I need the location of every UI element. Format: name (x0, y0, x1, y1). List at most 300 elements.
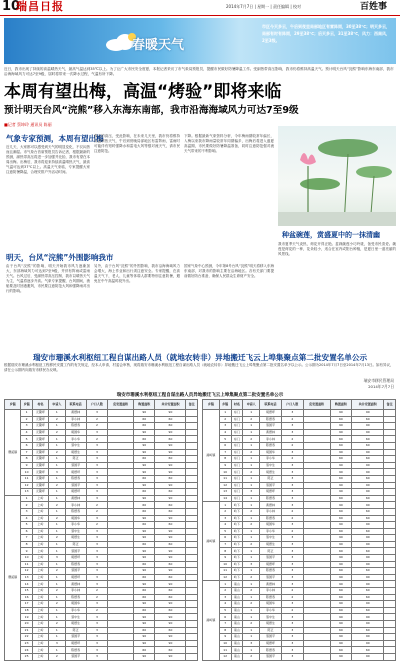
table-row (5, 541, 198, 548)
table-header-cell: 乡镇 (203, 400, 220, 410)
table-cell (108, 522, 134, 529)
table-cell: 90 (330, 429, 352, 436)
table-cell (108, 410, 134, 417)
table-cell (384, 541, 396, 548)
table-cell: 岭下 (231, 561, 243, 568)
table-cell: 东门 (231, 429, 243, 436)
table-cell (303, 416, 330, 423)
table-cell: 1 (49, 423, 65, 430)
table-cell: 3 (281, 621, 303, 628)
table-cell: 90 (134, 535, 155, 542)
table-cell: 60 (155, 436, 186, 443)
table-cell: 90 (155, 614, 186, 621)
table-row (5, 561, 198, 568)
table-cell: 60 (330, 528, 352, 535)
table-cell: 1 (243, 594, 260, 601)
table-cell: 60 (155, 475, 186, 482)
table-cell: 上岭 (32, 588, 48, 595)
table-cell: 90 (134, 634, 155, 641)
table-cell: 2 (49, 653, 65, 660)
table-cell: 东门 (231, 423, 243, 430)
table-cell: 6 (219, 614, 231, 621)
table-cell: 6 (21, 442, 32, 449)
table-cell: 3 (281, 502, 303, 509)
table-cell: 蔡国平 (260, 482, 282, 489)
table-cell (186, 495, 198, 502)
table-cell: 李小华 (65, 436, 86, 443)
table-cell: 90 (330, 561, 352, 568)
table-row (203, 607, 396, 614)
table-row (203, 469, 396, 476)
table-cell: 8 (21, 456, 32, 463)
table-cell: 2 (219, 508, 231, 515)
weather-forecast: 市区今天多云，午后到夜里局部地区有雷阵雨，30至38℃；明天多云，局部有时有阵雨，29至38℃；后天多云，31至38℃，风力：西南风，2至3级。 (262, 24, 390, 43)
table-cell (384, 522, 396, 529)
table-cell: 60 (155, 541, 186, 548)
table-cell: 1 (49, 456, 65, 463)
table-cell: 陈正 (260, 627, 282, 634)
table-row (5, 429, 198, 436)
table-row (203, 462, 396, 469)
table-cell: 元鳌坪 (32, 436, 48, 443)
table-cell: 岭下 (231, 528, 243, 535)
table-cell: 3 (86, 555, 107, 562)
table-cell: 10 (219, 640, 231, 647)
table-cell (186, 561, 198, 568)
article-column: 近几天，大家都可以感受到天气的明显变化，不仅闷热而且潮湿。市气象台首席预报员告诉记者，根据最新的预测，副热带高压将进一步加强并北抬，我市有望在本周出梅。出梅后，我市将迎来持续高温晴热天气，最高气温可达到37℃以上。高温天气来临，专家提醒大家注意防暑降温，合理安排户外活动时间。 (6, 145, 90, 174)
table-cell (303, 482, 330, 489)
table-cell: 蔡国平 (260, 634, 282, 641)
table-cell: 60 (134, 574, 155, 581)
table-row (203, 508, 396, 515)
table-cell: 上岭 (32, 621, 48, 628)
table-row (203, 495, 396, 502)
table-cell (186, 449, 198, 456)
table-cell (384, 475, 396, 482)
table-cell: 1 (49, 647, 65, 654)
table-cell: 黄德林 (65, 495, 86, 502)
table-cell: 3 (86, 621, 107, 628)
table-row (5, 442, 198, 449)
table-cell (384, 482, 396, 489)
table-header-cell: 联系电话 (260, 400, 282, 410)
table-row (5, 640, 198, 647)
table-cell (303, 489, 330, 496)
table-row (5, 475, 198, 482)
table-cell: 上岭 (32, 594, 48, 601)
table-cell: 胡国华 (260, 522, 282, 529)
table-cell (186, 621, 198, 628)
table-row (5, 423, 198, 430)
table-cell: 3 (86, 528, 107, 535)
table-cell: 60 (155, 416, 186, 423)
table-cell: 60 (134, 475, 155, 482)
table-cell: 2 (243, 469, 260, 476)
table-cell: 1 (49, 508, 65, 515)
table-cell: 90 (155, 442, 186, 449)
table-cell: 7 (219, 449, 231, 456)
table-cell: 2 (243, 508, 260, 515)
lotus-flower-image (278, 126, 396, 226)
table-cell: 90 (155, 634, 186, 641)
table-row (203, 614, 396, 621)
table-cell: 2 (243, 416, 260, 423)
table-cell: 8 (21, 541, 32, 548)
table-cell (303, 653, 330, 660)
table-cell: 5 (21, 522, 32, 529)
table-cell (303, 548, 330, 555)
table-cell (108, 588, 134, 595)
subheadline: 预计明天台风“浣熊”移入东海东南部，我市沿海海域风力可达7至9级 (4, 105, 299, 116)
table-cell: 3 (281, 581, 303, 588)
table-cell: 90 (330, 502, 352, 509)
table-cell (108, 495, 134, 502)
table-header-cell: 村名 (231, 400, 243, 410)
table-cell: 90 (330, 410, 352, 417)
table-cell (384, 568, 396, 575)
table-cell (384, 416, 396, 423)
table-cell: 东门 (231, 410, 243, 417)
table-cell (303, 449, 330, 456)
table-cell: 2 (49, 502, 65, 509)
table-cell: 5 (219, 607, 231, 614)
table-cell: 蔡中生 (260, 614, 282, 621)
table-cell (384, 442, 396, 449)
table-row (203, 456, 396, 463)
table-cell: 1 (219, 581, 231, 588)
table-cell (186, 647, 198, 654)
table-row (203, 410, 396, 417)
table-cell: 60 (134, 456, 155, 463)
table-cell: 南山 (231, 594, 243, 601)
table-cell: 60 (352, 594, 384, 601)
town-cell: 珊溪镇 (5, 495, 21, 660)
table-cell: 60 (134, 489, 155, 496)
table-row (5, 601, 198, 608)
table-cell: 6 (219, 535, 231, 542)
table-cell (384, 535, 396, 542)
table-cell (384, 555, 396, 562)
table-cell (303, 555, 330, 562)
table-cell: 岭下 (231, 555, 243, 562)
table-cell: 2 (49, 482, 65, 489)
table-cell: 90 (330, 640, 352, 647)
table-cell (384, 601, 396, 608)
table-cell (108, 456, 134, 463)
table-cell: 陈正 (65, 627, 86, 634)
table-row (203, 647, 396, 654)
table-header-cell: 购置面积 (330, 400, 352, 410)
table-cell: 东门 (231, 462, 243, 469)
table-cell (186, 462, 198, 469)
table-cell: 李小林 (260, 508, 282, 515)
table-cell: 陈德寿 (65, 647, 86, 654)
table-cell: 60 (134, 436, 155, 443)
table-cell (186, 442, 198, 449)
table-cell: 1 (49, 581, 65, 588)
table-cell: 1 (243, 607, 260, 614)
table-cell: 3 (86, 574, 107, 581)
table-cell: 南山 (231, 621, 243, 628)
table-row (5, 594, 198, 601)
table-row (203, 522, 396, 529)
table-cell: 90 (352, 601, 384, 608)
table-row (5, 574, 198, 581)
table-cell: 10 (219, 561, 231, 568)
table-cell: 60 (330, 515, 352, 522)
table-cell (303, 607, 330, 614)
table-cell: 蔡国平 (260, 653, 282, 660)
table-cell: 90 (155, 581, 186, 588)
table-cell: 3 (86, 515, 107, 522)
table-cell: 3 (86, 456, 107, 463)
table-cell (186, 653, 198, 660)
table-cell: 60 (134, 627, 155, 634)
table-cell: 李小林 (260, 436, 282, 443)
table-cell: 元鳌坪 (32, 410, 48, 417)
table-cell (108, 594, 134, 601)
table-row (203, 489, 396, 496)
table-cell: 90 (155, 515, 186, 522)
table-cell: 3 (86, 568, 107, 575)
table-row (203, 416, 396, 423)
table-cell (108, 548, 134, 555)
table-header-cell: 联系电话 (65, 400, 86, 410)
table-cell: 岭下 (231, 522, 243, 529)
table-cell (384, 640, 396, 647)
table-cell: 上岭 (32, 607, 48, 614)
table-cell: 2 (281, 594, 303, 601)
table-row (5, 502, 198, 509)
table-cell (108, 607, 134, 614)
table-cell: 2 (49, 588, 65, 595)
notice-title: 瑞安市珊溪水利枢纽工程自谋出路人员（就地农转非）异地搬迁飞云上埠集聚点第二批安置名单公示 (32, 353, 368, 362)
table-row (203, 627, 396, 634)
table-cell: 陈德寿 (260, 568, 282, 575)
table-row (203, 429, 396, 436)
table-cell: 胡德坪 (65, 489, 86, 496)
table-cell: 元鳌坪 (32, 449, 48, 456)
table-row (203, 436, 396, 443)
table-cell: 2 (243, 522, 260, 529)
table-cell: 胡国华 (260, 601, 282, 608)
table-row (5, 535, 198, 542)
table-cell: 1 (243, 502, 260, 509)
table-cell: 2 (281, 436, 303, 443)
section-name: 百姓事 (360, 1, 400, 14)
table-cell: 南山 (231, 601, 243, 608)
table-cell: 3 (243, 640, 260, 647)
table-cell (108, 429, 134, 436)
table-cell: 1 (49, 548, 65, 555)
table-cell: 9 (219, 555, 231, 562)
table-cell: 蔡国平 (65, 634, 86, 641)
table-cell: 3 (281, 647, 303, 654)
table-cell: 60 (352, 607, 384, 614)
table-cell (186, 410, 198, 417)
table-cell: 90 (155, 535, 186, 542)
table-cell: 15 (21, 588, 32, 595)
table-cell (108, 535, 134, 542)
table-cell: 上岭 (32, 653, 48, 660)
table-cell: 上岭 (32, 647, 48, 654)
table-cell: 60 (134, 508, 155, 515)
table-cell: 上岭 (32, 515, 48, 522)
table-cell (186, 581, 198, 588)
table-cell (303, 502, 330, 509)
table-cell: 90 (134, 469, 155, 476)
table-cell (384, 607, 396, 614)
table-cell: 3 (281, 462, 303, 469)
table-cell: 90 (134, 449, 155, 456)
table-cell: 陈德寿 (260, 594, 282, 601)
table-cell: 3 (281, 555, 303, 562)
table-cell: 60 (352, 495, 384, 502)
table-cell: 90 (330, 482, 352, 489)
table-cell: 90 (352, 634, 384, 641)
table-cell: 12 (219, 482, 231, 489)
table-row (203, 535, 396, 542)
table-row (203, 502, 396, 509)
table-cell: 11 (21, 561, 32, 568)
table-cell (186, 634, 198, 641)
table-cell: 8 (219, 548, 231, 555)
table-row (5, 495, 198, 502)
table-row (203, 515, 396, 522)
table-cell: 2 (49, 429, 65, 436)
table-cell: 2 (243, 653, 260, 660)
table-cell: 3 (219, 423, 231, 430)
table-cell: 元鳌坪 (32, 462, 48, 469)
table-cell: 2 (281, 588, 303, 595)
article-column: 强大的高压，受此影响，在未来几天里，我市仍将维持高温晴热天气，午后到傍晚局部地区有雷阵雨，雷雨时可能伴有短时强降水和雷电大风等强对流天气，请市民注意防范。 (94, 134, 180, 153)
table-cell (186, 522, 198, 529)
table-cell: 60 (330, 495, 352, 502)
table-cell: 90 (352, 469, 384, 476)
byline: ■记者 蔡坤玲 通讯员 陈丽 (4, 122, 52, 127)
table-row (5, 410, 198, 417)
table-cell: 9 (219, 634, 231, 641)
table-cell: 8 (219, 627, 231, 634)
table-cell: 3 (281, 475, 303, 482)
table-cell: 陈正 (65, 541, 86, 548)
table-cell: 90 (134, 621, 155, 628)
table-cell: 9 (21, 548, 32, 555)
table-cell: 3 (86, 482, 107, 489)
table-cell: 90 (352, 561, 384, 568)
table-cell: 60 (352, 436, 384, 443)
table-cell: 陈德寿 (260, 495, 282, 502)
table-cell: 上岭 (32, 541, 48, 548)
table-cell: 李小华 (65, 522, 86, 529)
table-cell: 蔡国平 (65, 548, 86, 555)
table-cell: 1 (243, 410, 260, 417)
table-cell: 9 (219, 462, 231, 469)
table-cell: 上岭 (32, 495, 48, 502)
table-cell: 60 (330, 627, 352, 634)
table-cell: 2 (281, 416, 303, 423)
table-row (5, 568, 198, 575)
table-cell (303, 627, 330, 634)
table-cell: 90 (134, 442, 155, 449)
table-cell: 南山 (231, 634, 243, 641)
table-cell: 1 (243, 614, 260, 621)
table-cell: 60 (155, 561, 186, 568)
table-cell: 陈正 (260, 475, 282, 482)
table-cell: 2 (281, 456, 303, 463)
table-cell: 90 (134, 515, 155, 522)
table-cell: 陈德寿 (65, 561, 86, 568)
table-cell: 1 (49, 528, 65, 535)
table-cell: 上岭 (32, 528, 48, 535)
table-cell: 1 (49, 475, 65, 482)
table-cell: 90 (352, 541, 384, 548)
table-cell: 60 (134, 588, 155, 595)
table-cell: 3 (21, 508, 32, 515)
table-cell (303, 588, 330, 595)
table-cell: 上岭 (32, 522, 48, 529)
table-row (203, 475, 396, 482)
table-cell: 陈德寿 (260, 416, 282, 423)
table-cell: 13 (21, 489, 32, 496)
table-cell: 90 (330, 469, 352, 476)
table-cell: 1 (243, 634, 260, 641)
table-cell: 7 (219, 621, 231, 628)
table-cell (303, 574, 330, 581)
table-header-cell: 乡镇 (21, 400, 32, 410)
table-cell (108, 515, 134, 522)
table-cell: 1 (243, 495, 260, 502)
table-cell: 1 (49, 410, 65, 417)
table-cell: 1 (49, 634, 65, 641)
table-cell: 3 (281, 423, 303, 430)
table-cell: 黄德林 (65, 581, 86, 588)
table-cell: 上岭 (32, 614, 48, 621)
table-row (5, 627, 198, 634)
table-row (5, 653, 198, 660)
table-cell: 胡德坪 (260, 561, 282, 568)
table-cell: 7 (21, 535, 32, 542)
table-cell: 2 (49, 535, 65, 542)
table-cell: 南山 (231, 614, 243, 621)
table-cell (384, 410, 396, 417)
table-cell (108, 475, 134, 482)
table-cell: 3 (281, 640, 303, 647)
table-cell: 90 (352, 410, 384, 417)
table-row (5, 482, 198, 489)
table-cell: 11 (219, 647, 231, 654)
table-cell: 90 (155, 410, 186, 417)
table-row (5, 555, 198, 562)
table-cell: 3 (86, 410, 107, 417)
table-cell: 90 (155, 495, 186, 502)
table-cell: 90 (352, 502, 384, 509)
table-cell: 12 (21, 568, 32, 575)
table-cell: 60 (134, 502, 155, 509)
table-cell: 60 (352, 548, 384, 555)
table-cell: 90 (352, 555, 384, 562)
table-cell: 3 (281, 429, 303, 436)
table-cell (108, 489, 134, 496)
table-cell: 90 (352, 614, 384, 621)
table-cell (186, 456, 198, 463)
table-row (203, 653, 396, 660)
table-cell: 胡德坪 (65, 640, 86, 647)
table-cell: 3 (86, 627, 107, 634)
table-cell: 3 (86, 495, 107, 502)
table-row (203, 541, 396, 548)
table-cell: 1 (243, 548, 260, 555)
